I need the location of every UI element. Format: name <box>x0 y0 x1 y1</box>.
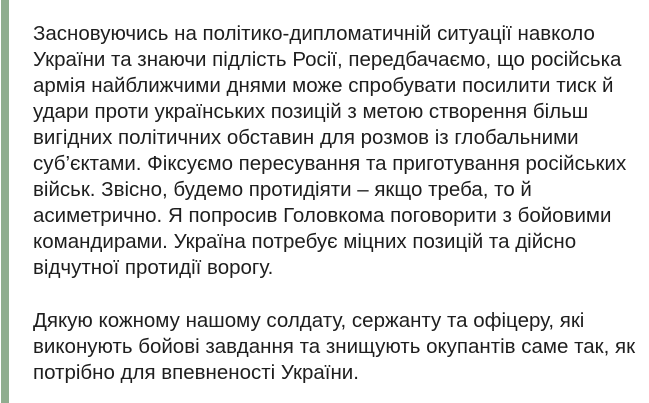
message-line: відчутної протидії ворогу. <box>33 256 274 279</box>
message-line: командирами. Україна потребує міцних позицій та дійсно <box>33 230 577 253</box>
message-line: суб’єктами. Фіксуємо пересування та приготування російських <box>33 152 627 175</box>
message-line: виконують бойові завдання та знищують окупантів саме так, як <box>33 335 636 358</box>
message-line: військ. Звісно, будемо протидіяти – якщо треба, то й <box>33 178 532 201</box>
paragraph-2 <box>33 308 636 386</box>
message-line: України та знаючи підлість Росії, передбачаємо, що російська <box>33 48 622 71</box>
message-text <box>33 21 636 386</box>
message-line: Засновуючись на політико-дипломатичній ситуації навколо <box>33 22 595 45</box>
message-line: армія найближчими днями може спробувати посилити тиск й <box>33 74 614 97</box>
message-line: Дякую кожному нашому солдату, сержанту та офіцеру, які <box>33 309 585 332</box>
message-line: потрібно для впевненості України. <box>33 361 359 384</box>
message-line: асиметрично. Я попросив Головкома поговорити з бойовими <box>33 204 612 227</box>
paragraph-1 <box>33 21 633 281</box>
message-line: удари проти українських позицій з метою створення більш <box>33 100 589 123</box>
quote-accent-bar <box>1 0 9 403</box>
message-line: вигідних політичних обставин для розмов із глобальними <box>33 126 579 149</box>
